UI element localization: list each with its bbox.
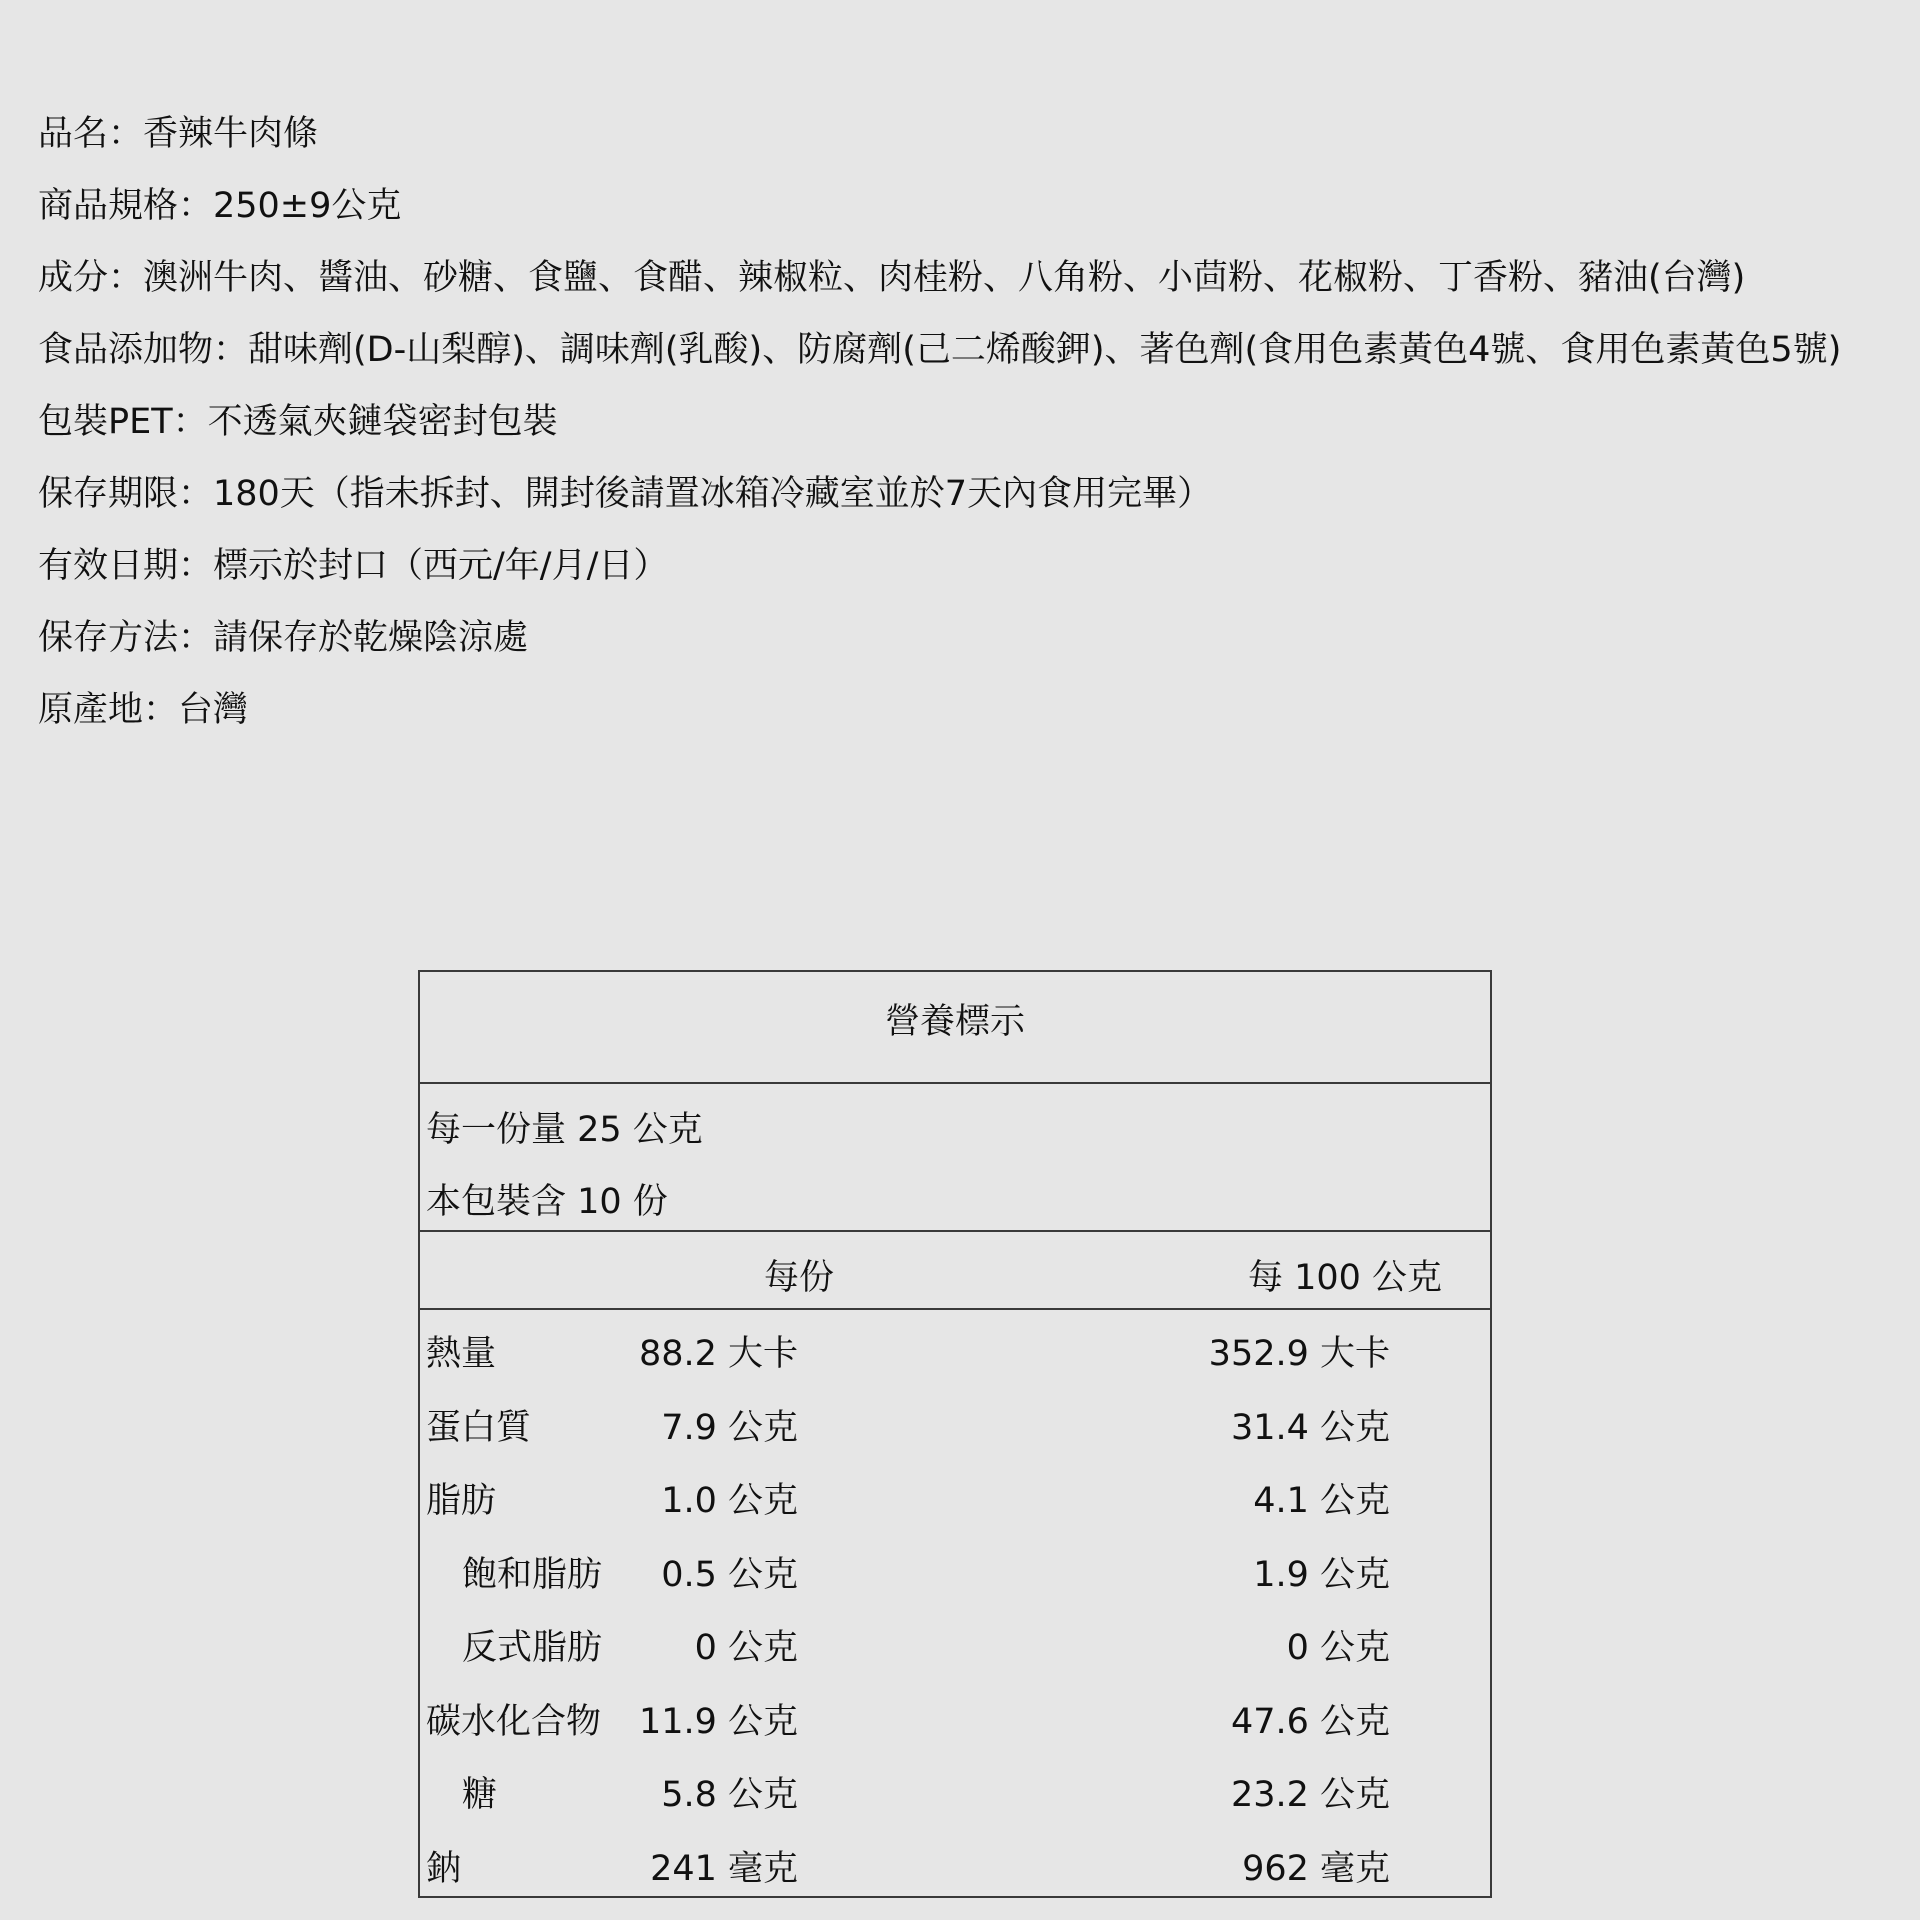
nutrition-title-row [420,972,1490,1084]
nutrient-per-100g: 47.6 公克 [1230,1701,1390,1742]
product-spec: 商品規格：250±9公克 [38,186,402,226]
nutrient-per-serving: 0.5 公克 [661,1554,798,1595]
nutrition-body [420,1310,1490,1906]
nutrient-name: 碳水化合物 [426,1701,602,1742]
nutrient-per-serving: 11.9 公克 [638,1701,798,1742]
expiry-date: 有效日期：標示於封口（西元/年/月/日） [38,546,669,586]
product-info [38,98,1898,746]
packaging: 包裝PET：不透氣夾鏈袋密封包裝 [38,402,558,442]
nutrient-per-100g: 4.1 公克 [1253,1481,1390,1521]
nutrient-per-serving: 1.0 公克 [661,1481,798,1521]
product-name: 品名：香辣牛肉條 [38,114,319,154]
nutrient-row-protein [420,1392,1490,1466]
nutrient-per-100g: 31.4 公克 [1230,1407,1390,1448]
nutrient-per-100g: 352.9 大卡 [1208,1334,1390,1374]
origin: 原產地：台灣 [38,690,249,730]
nutrient-name: 反式脂肪 [462,1628,603,1668]
nutrition-header-row [420,1232,1490,1310]
nutrient-name: 飽和脂肪 [462,1554,603,1595]
nutrient-name: 脂肪 [426,1481,497,1521]
nutrient-per-serving: 0 公克 [694,1628,798,1668]
serving-size: 每一份量 25 公克 [426,1110,703,1150]
nutrient-per-100g: 23.2 公克 [1230,1775,1390,1815]
nutrient-row-calories [420,1318,1490,1392]
nutrient-per-serving: 241 毫克 [650,1848,798,1889]
nutrient-row-trans-fat [420,1612,1490,1686]
ingredients: 成分：澳洲牛肉、醬油、砂糖、食鹽、食醋、辣椒粒、肉桂粉、八角粉、小茴粉、花椒粉、丁香粉、豬油(台灣) [38,258,1746,298]
nutrient-name: 蛋白質 [426,1407,532,1448]
nutrient-row-carbohydrate [420,1686,1490,1760]
storage-method: 保存方法：請保存於乾燥陰涼處 [38,618,529,658]
food-additives: 食品添加物：甜味劑(D-山梨醇)、調味劑(乳酸)、防腐劑(己二烯酸鉀)、著色劑(食用色素黃色4號、食用色素黃色5號) [38,330,1842,370]
nutrient-row-sodium [420,1833,1490,1907]
nutrient-name: 鈉 [426,1848,462,1889]
nutrient-per-serving: 7.9 公克 [661,1407,798,1448]
nutrient-per-serving: 5.8 公克 [661,1775,798,1815]
shelf-life: 保存期限：180天（指未拆封、開封後請置冰箱冷藏室並於7天內食用完畢） [38,474,1213,514]
header-per-100g: 每 100 公克 [1248,1258,1443,1298]
nutrition-title: 營養標示 [884,1002,1025,1042]
serving-info [420,1084,1490,1232]
nutrient-row-saturated-fat [420,1539,1490,1613]
servings-per-package: 本包裝含 10 份 [426,1182,668,1222]
nutrient-name: 熱量 [426,1334,497,1374]
header-per-serving: 每份 [764,1258,835,1298]
nutrient-row-sugar [420,1759,1490,1833]
nutrient-per-100g: 0 公克 [1286,1628,1390,1668]
nutrient-per-100g: 1.9 公克 [1253,1554,1390,1595]
nutrition-table [418,970,1492,1898]
nutrient-per-serving: 88.2 大卡 [638,1334,798,1374]
nutrient-name: 糖 [462,1775,498,1815]
nutrient-per-100g: 962 毫克 [1242,1848,1390,1889]
nutrient-row-fat [420,1465,1490,1539]
